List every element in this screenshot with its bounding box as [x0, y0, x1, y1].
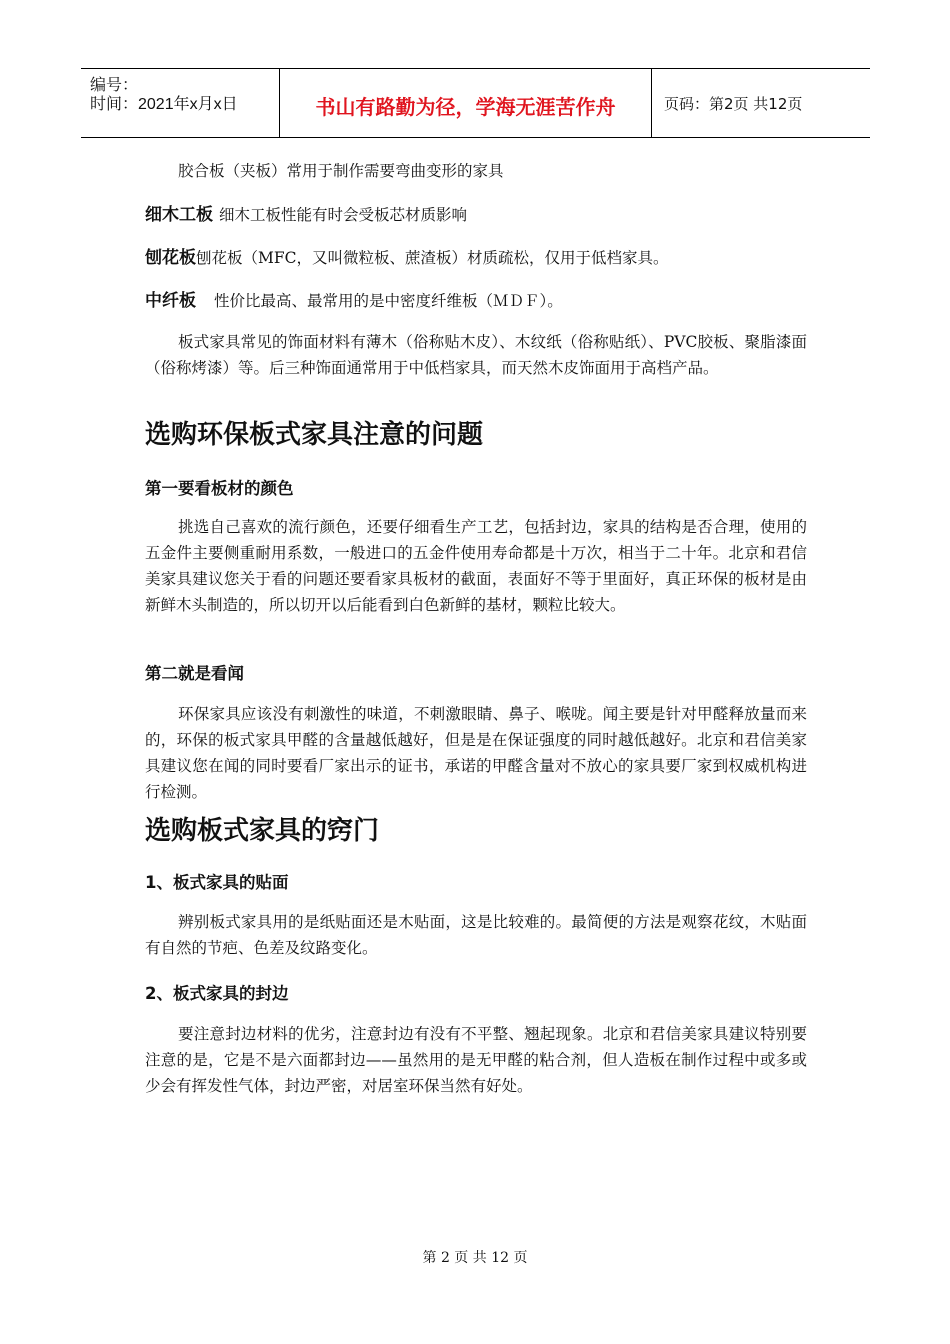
document-number: 编号： — [90, 77, 139, 94]
blockboard-text: 细木工板性能有时会受板芯材质影响 — [219, 206, 468, 224]
heading-tip-edge-banding: 2、板式家具的封边 — [145, 984, 289, 1003]
paragraph-blockboard — [145, 202, 807, 228]
header-page-cell — [652, 69, 870, 137]
particleboard-text: 刨花板（MFC，又叫微粒板、蔗渣板）材质疏松，仅用于低档家具。 — [196, 249, 669, 267]
paragraph-smell: 环保家具应该没有刺激性的味道，不刺激眼睛、鼻子、喉咙。闻主要是针对甲醛释放量而来的，环保的板式家具甲醛的含量越低越好，但是是在保证强度的同时越低越好。北京和君信美家具建议您在闻的同时要看厂家出示的证书，承诺的甲醛含量对不放心的家具要厂家到权威机构进行检测。 — [145, 705, 807, 801]
heading-buying-tips: 选购板式家具的窍门 — [145, 816, 380, 846]
header-info-cell — [81, 69, 280, 137]
paragraph-veneer: 板式家具常见的饰面材料有薄木（俗称贴木皮）、木纹纸（俗称贴纸）、PVC胶板、聚脂漆面（俗称烤漆）等。后三种饰面通常用于中低档家具，而天然木皮饰面用于高档产品。 — [145, 333, 807, 377]
heading-smell: 第二就是看闻 — [145, 664, 244, 683]
header-page-number: 页码：第2页 共12页 — [664, 95, 803, 113]
page-footer: 第 2 页 共 12 页 — [422, 1250, 528, 1266]
term-mdf: 中纤板 — [145, 291, 196, 311]
document-date: 时间：2021年x月x日 — [90, 96, 238, 113]
term-particleboard: 刨花板 — [145, 248, 196, 268]
heading-tip-veneer: 1、板式家具的贴面 — [145, 873, 289, 892]
paragraph-particleboard — [145, 245, 807, 271]
paragraph-tip-edge-banding: 要注意封边材料的优劣，注意封边有没有不平整、翘起现象。北京和君信美家具建议特别要注意的是，它是不是六面都封边——虽然用的是无甲醛的粘合剂，但人造板在制作过程中或多或少会有挥发性气体，封边严密，对居室环保当然有好处。 — [145, 1025, 807, 1095]
paragraph-board-color: 挑选自己喜欢的流行颜色，还要仔细看生产工艺，包括封边，家具的结构是否合理，使用的五金件主要侧重耐用系数，一般进口的五金件使用寿命都是十万次，相当于二十年。北京和君信美家具建议您关于看的问题还要看家具板材的截面，表面好不等于里面好，真正环保的板材是由新鲜木头制造的，所以切开以后能看到白色新鲜的基材，颗粒比较大。 — [145, 518, 807, 614]
term-blockboard: 细木工板 — [145, 205, 213, 225]
mdf-text: 性价比最高、最常用的是中密度纤维板（ＭＤＦ）。 — [214, 292, 563, 310]
header-motto-cell — [280, 69, 652, 137]
page-header — [81, 68, 870, 138]
paragraph-tip-veneer: 辨别板式家具用的是纸贴面还是木贴面，这是比较难的。最简便的方法是观察花纹，木贴面有自然的节疤、色差及纹路变化。 — [145, 913, 807, 957]
paragraph-mdf — [145, 288, 807, 314]
paragraph-plywood: 胶合板（夹板）常用于制作需要弯曲变形的家具 — [178, 162, 504, 180]
heading-eco-furniture: 选购环保板式家具注意的问题 — [145, 420, 484, 450]
header-motto: 书山有路勤为径，学海无涯苦作舟 — [315, 95, 616, 119]
heading-board-color: 第一要看板材的颜色 — [145, 479, 294, 498]
